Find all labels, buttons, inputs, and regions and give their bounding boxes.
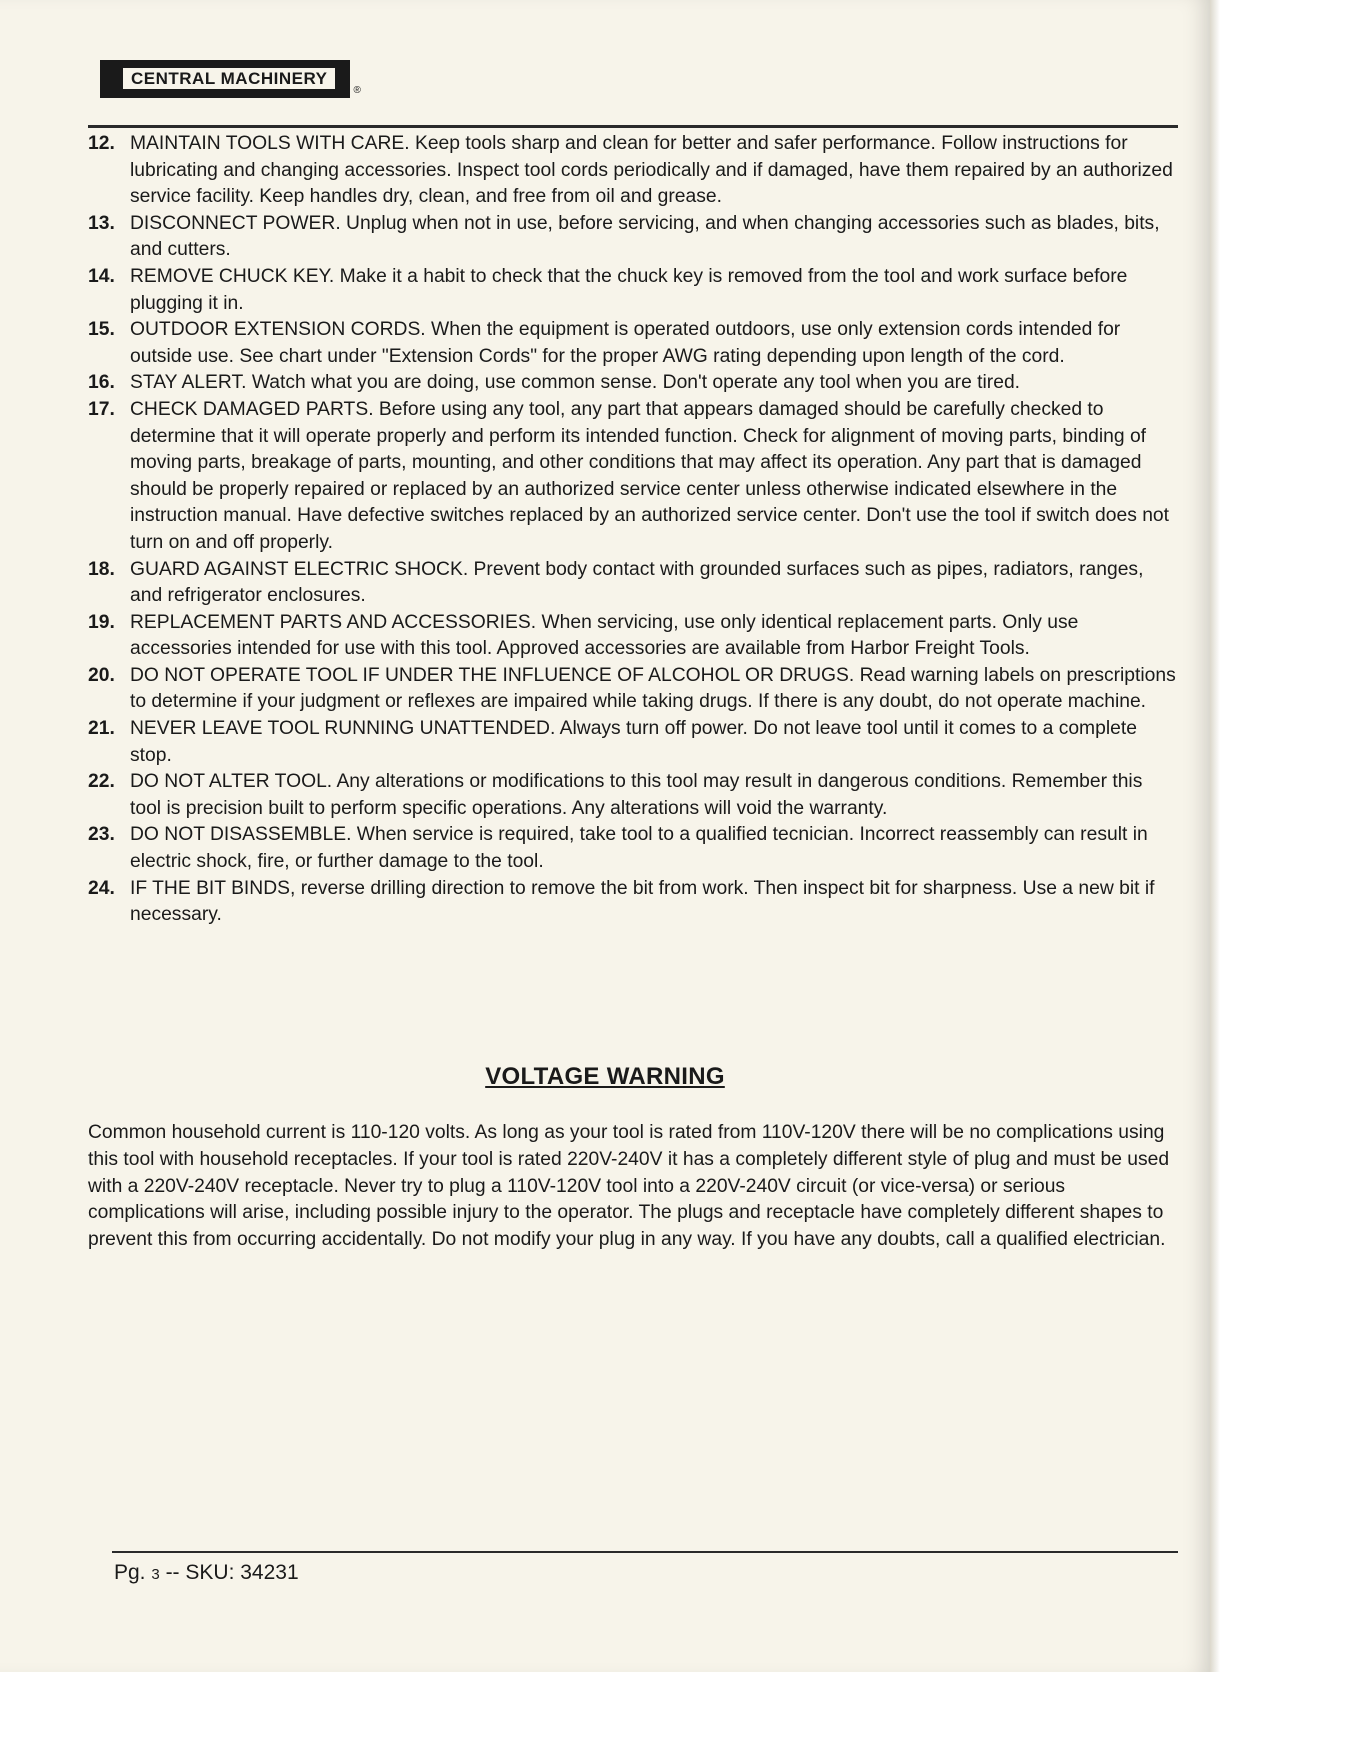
item-text: CHECK DAMAGED PARTS. Before using any tool, any part that appears damaged should be carefully checked to determine that it will operate properly and perform its intended function. Check for alignment of moving parts, binding of moving parts, breakage of parts, mounting, and other conditions that may affect its operation. Any part that is damaged should be properly repaired or replaced by an authorized service center unless otherwise indicated elsewhere in the instruction manual. Have defective switches replaced by an authorized service center. Don't use the tool if switch does not turn on and off properly. (130, 398, 1169, 553)
list-item (88, 131, 1178, 211)
item-number: 13. (88, 212, 115, 234)
list-item (88, 370, 1178, 397)
item-text: IF THE BIT BINDS, reverse drilling direction to remove the bit from work. Then inspect bit for sharpness. Use a new bit if necessary. (130, 877, 1155, 926)
list-item (88, 876, 1178, 929)
item-text: NEVER LEAVE TOOL RUNNING UNATTENDED. Always turn off power. Do not leave tool until it comes to a complete stop. (130, 718, 1137, 766)
item-number: 23. (88, 824, 115, 846)
footer-separator: -- (165, 1561, 180, 1584)
list-item (88, 610, 1178, 663)
item-text: DO NOT DISASSEMBLE. When service is required, take tool to a qualified tecnician. Incorrect reassembly can result in electric shock, fire, or further damage to the tool. (130, 824, 1148, 873)
list-item (88, 769, 1178, 822)
page-label: Pg. (114, 1561, 146, 1584)
item-number: 15. (88, 319, 115, 341)
item-text: OUTDOOR EXTENSION CORDS. When the equipment is operated outdoors, use only extension cords intended for outside use. See chart under "Extension Cords" for the proper AWG rating depending upon length of the cord. (130, 319, 1121, 367)
sku-label: SKU: 34231 (185, 1561, 299, 1584)
list-item (88, 663, 1178, 716)
list-item (88, 317, 1178, 370)
header-rule (88, 125, 1178, 128)
page-number: 3 (151, 1566, 160, 1583)
voltage-warning-text: Common household current is 110-120 volts. As long as your tool is rated from 110V-120V there will be no complications using this tool with household receptacles. If your tool is rated 220V-240V it has a completely different style of plug and must be used with a 220V-240V receptacle. Never try to plug a 110V-120V tool into a 220V-240V circuit (or vice-versa) or serious complications will arise, including possible injury to the operator. The plugs and receptacle have completely different shapes to prevent this from occurring accidentally. Do not modify your plug in any way. If you have any doubts, call a qualified electrician. (88, 1122, 1170, 1251)
item-text: REMOVE CHUCK KEY. Make it a habit to check that the chuck key is removed from the tool and work surface before plugging it in. (130, 265, 1128, 314)
item-text: MAINTAIN TOOLS WITH CARE. Keep tools sharp and clean for better and safer performance. Follow instructions for lubricating and changing accessories. Inspect tool cords periodically and if damaged, have them repaired by an authorized service facility. Keep handles dry, clean, and free from oil and grease. (130, 133, 1173, 208)
list-item (88, 557, 1178, 610)
list-item (88, 397, 1178, 557)
safety-rules-list (88, 131, 1178, 929)
item-number: 20. (88, 664, 115, 686)
item-number: 17. (88, 398, 115, 420)
item-text: DISCONNECT POWER. Unplug when not in use, before servicing, and when changing accessories such as blades, bits, and cutters. (130, 212, 1160, 261)
list-item (88, 264, 1178, 317)
item-number: 12. (88, 133, 115, 154)
item-number: 18. (88, 558, 115, 580)
item-text: DO NOT OPERATE TOOL IF UNDER THE INFLUENCE OF ALCOHOL OR DRUGS. Read warning labels on prescriptions to determine if your judgment or reflexes are impaired while taking drugs. If there is any doubt, do not operate machine. (130, 664, 1176, 713)
page-footer (114, 1561, 299, 1585)
logo-text: CENTRAL MACHINERY (121, 66, 337, 91)
item-number: 19. (88, 611, 115, 633)
logo-box (100, 60, 350, 98)
page-edge (1210, 0, 1220, 1672)
list-item (88, 716, 1178, 769)
registered-mark: ® (353, 85, 361, 96)
item-text: GUARD AGAINST ELECTRIC SHOCK. Prevent body contact with grounded surfaces such as pipes, radiators, ranges, and refrigerator enclosures. (130, 558, 1144, 607)
item-number: 14. (88, 265, 115, 287)
voltage-warning-heading: VOLTAGE WARNING (485, 1063, 725, 1090)
brand-logo (100, 62, 361, 96)
item-number: 16. (88, 372, 115, 394)
item-text: REPLACEMENT PARTS AND ACCESSORIES. When servicing, use only identical replacement parts. Only use accessories intended for use with this tool. Approved accessories are available from Harbor Freight Tools. (130, 611, 1079, 660)
footer-rule (112, 1551, 1178, 1553)
item-text: STAY ALERT. Watch what you are doing, use common sense. Don't operate any tool when you are tired. (130, 372, 1021, 394)
item-number: 22. (88, 771, 115, 793)
list-item (88, 822, 1178, 875)
item-number: 21. (88, 718, 115, 740)
list-item (88, 211, 1178, 264)
item-text: DO NOT ALTER TOOL. Any alterations or modifications to this tool may result in dangerous conditions. Remember this tool is precision built to perform specific operations. Any alterations will void the warranty. (130, 771, 1143, 819)
item-number: 24. (88, 877, 115, 899)
